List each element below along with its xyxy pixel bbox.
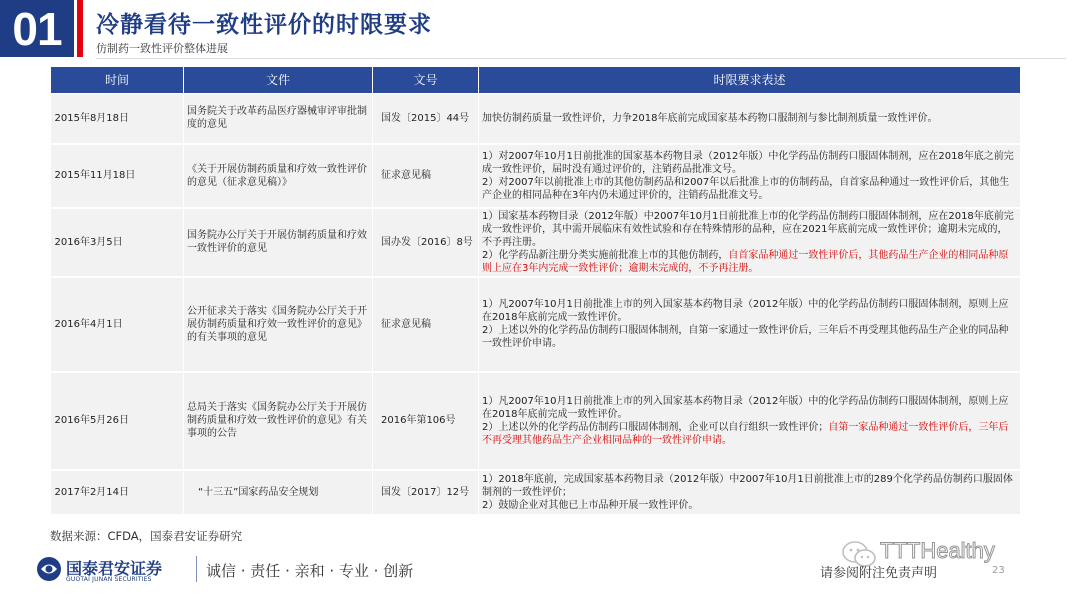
- column-header-doc-no: 文号: [373, 67, 479, 94]
- requirement-cell: [479, 144, 1021, 208]
- requirement-item: 1）凡2007年10月1日前批准上市的列入国家基本药物目录（2012年版）中的化学药品仿制药口服固体制剂，原则上应在2018年底前完成一致性评价。: [482, 299, 1009, 323]
- doc-number-cell: 国发〔2017〕12号: [373, 470, 479, 515]
- requirement-cell: [479, 372, 1021, 470]
- company-logo-icon: [36, 556, 62, 582]
- requirement-item: 1）对2007年10月1日前批准的国家基本药物目录（2012年版）中化学药品仿制药口服固体制剂，应在2018年底之前完成一致性评价，届时没有通过评价的，注销药品批准文号。: [482, 150, 1014, 175]
- file-cell: 国务院办公厅关于开展仿制药质量和疗效一致性评价的意见: [184, 208, 373, 277]
- file-cell: 总局关于落实《国务院办公厅关于开展仿制药质量和疗效一致性评价的意见》有关事项的公告: [184, 372, 373, 470]
- title-divider: [96, 58, 1066, 59]
- column-header-file: 文件: [184, 67, 373, 94]
- table-row: [51, 208, 1021, 277]
- file-cell: 公开征求关于落实《国务院办公厅关于开展仿制药质量和疗效一致性评价的意见》的有关事项的意见: [184, 277, 373, 372]
- highlighted-text: 自首家品种通过一致性评价后，其他药品生产企业的相同品种原则上应在3年内完成一致性评价；逾期未完成的，不予再注册。: [482, 249, 1009, 274]
- requirement-item: 1）国家基本药物目录（2012年版）中2007年10月1日前批准上市的化学药品仿制药口服固体制剂，应在2018年底前完成一致性评价，其中需开展临床有效性试验和存在特殊情形的品种，应在2021年底前完成一致性评价；逾期未完成的，不予再注册。: [482, 210, 1014, 248]
- watermark-text: TTTHealthy: [880, 538, 995, 563]
- requirement-item: 1）凡2007年10月1日前批准上市的列入国家基本药物目录（2012年版）中的化学药品仿制药口服固体制剂，原则上应在2018年底前完成一致性评价。: [482, 395, 1009, 420]
- company-name: 国泰君安证券: [66, 559, 163, 578]
- table-row: [51, 144, 1021, 208]
- section-number: 01: [0, 0, 74, 57]
- requirement-item: 2）上述以外的化学药品仿制药口服固体制剂，自第一家通过一致性评价后，三年后不再受理其他药品生产企业的同品种一致性评价申请。: [482, 325, 1009, 349]
- file-cell: 《关于开展仿制药质量和疗效一致性评价的意见（征求意见稿）》: [184, 144, 373, 208]
- requirement-cell: [479, 277, 1021, 372]
- requirement-item: 加快仿制药质量一致性评价，力争2018年底前完成国家基本药物口服制剂与参比制剂质量一致性评价。: [482, 112, 938, 124]
- doc-number-cell: 国发〔2015〕44号: [373, 94, 479, 144]
- table-row: [51, 277, 1021, 372]
- disclaimer-note: 请参阅附注免责声明: [820, 566, 938, 581]
- requirement-item: 2）化学药品新注册分类实施前批准上市的其他仿制药，自首家品种通过一致性评价后，其他药品生产企业的相同品种原则上应在3年内完成一致性评价；逾期未完成的，不予再注册。: [482, 249, 1009, 274]
- requirement-item: 2）上述以外的化学药品仿制药口服固体制剂，企业可以自行组织一致性评价；自第一家品种通过一致性评价后，三年后不再受理其他药品生产企业相同品种的一致性评价申请。: [482, 421, 1009, 446]
- date-cell: 2016年3月5日: [51, 208, 184, 277]
- wechat-icon: [842, 540, 876, 570]
- file-cell: “十三五”国家药品安全规划: [184, 470, 373, 515]
- table-header-row: [51, 67, 1021, 94]
- doc-number-cell: 征求意见稿: [373, 144, 479, 208]
- date-cell: 2015年8月18日: [51, 94, 184, 144]
- footer-divider: [196, 556, 197, 582]
- highlighted-text: 自第一家品种通过一致性评价后，三年后不再受理其他药品生产企业相同品种的一致性评价申请。: [482, 421, 1009, 446]
- requirement-item: 2）鼓励企业对其他已上市品种开展一致性评价。: [482, 499, 699, 511]
- table-row: [51, 94, 1021, 144]
- data-source-note: 数据来源：CFDA，国泰君安证券研究: [50, 529, 243, 543]
- column-header-requirement: 时限要求表述: [479, 67, 1021, 94]
- date-cell: 2015年11月18日: [51, 144, 184, 208]
- page-subtitle: 仿制药一致性评价整体进展: [96, 42, 228, 55]
- timeline-table: [50, 66, 1020, 516]
- requirement-cell: [479, 470, 1021, 515]
- table-row: [51, 470, 1021, 515]
- company-name-en: GUOTAI JUNAN SECURITIES: [66, 576, 152, 583]
- file-cell: 国务院关于改革药品医疗器械审评审批制度的意见: [184, 94, 373, 144]
- column-header-date: 时间: [51, 67, 184, 94]
- date-cell: 2017年2月14日: [51, 470, 184, 515]
- requirement-cell: [479, 208, 1021, 277]
- doc-number-cell: 2016年第106号: [373, 372, 479, 470]
- page-number: 23: [992, 565, 1005, 576]
- table-row: [51, 372, 1021, 470]
- requirement-item: 2）对2007年以前批准上市的其他仿制药品和2007年以后批准上市的仿制药品，自首家品种通过一致性评价后，其他生产企业的相同品种在3年内仍未通过评价的，注销药品批准文号。: [482, 176, 1010, 201]
- date-cell: 2016年5月26日: [51, 372, 184, 470]
- date-cell: 2016年4月1日: [51, 277, 184, 372]
- requirement-cell: [479, 94, 1021, 144]
- page-title: 冷静看待一致性评价的时限要求: [96, 12, 432, 38]
- requirement-item: 1）2018年底前，完成国家基本药物目录（2012年版）中2007年10月1日前批准上市的289个化学药品仿制药口服固体制剂的一致性评价；: [482, 473, 1013, 498]
- doc-number-cell: 国办发〔2016〕8号: [373, 208, 479, 277]
- section-accent-bar: [77, 0, 83, 57]
- company-motto: 诚信 · 责任 · 亲和 · 专业 · 创新: [206, 562, 414, 580]
- doc-number-cell: 征求意见稿: [373, 277, 479, 372]
